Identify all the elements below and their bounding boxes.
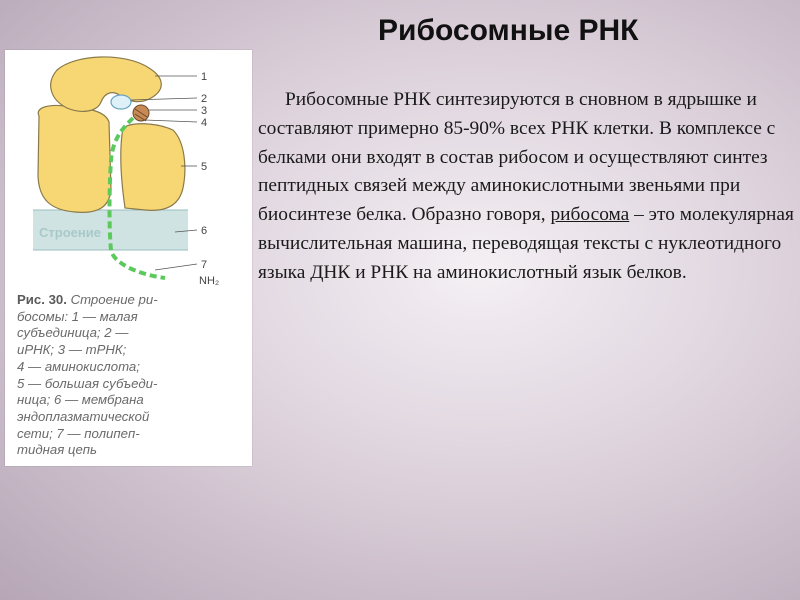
figure-caption	[17, 292, 249, 459]
ribosome-figure	[5, 50, 252, 466]
label-5: 5	[201, 161, 208, 173]
mrna	[111, 95, 131, 109]
label-4: 4	[201, 117, 208, 129]
large-subunit-right	[121, 124, 185, 211]
label-6: 6	[201, 225, 208, 237]
caption-title: Рис. 30.	[17, 292, 67, 307]
slide-title: Рибосомные РНК	[378, 14, 639, 47]
label-3: 3	[201, 105, 208, 117]
membrane-text: Строение	[39, 225, 101, 240]
body-part-2: – это молекулярная вычислительная машина, переводящая тексты с нуклеотидного языка ДНК и РНК на аминокислотный язык белков.	[258, 204, 794, 283]
caption-body: Строение ри- босомы: 1 — малая субъединица; 2 — иРНК; 3 — тРНК; 4 — аминокислота; 5 — большая субъеди- ница; 6 — мембрана эндоплазматической сети; 7 — полипеп- тидная цепь	[17, 292, 158, 458]
body-paragraph	[258, 86, 794, 288]
ribosome-link[interactable]: рибосома	[550, 204, 630, 226]
small-subunit	[51, 57, 162, 111]
body-text	[258, 86, 794, 288]
large-subunit-left	[38, 105, 111, 212]
ribosome-diagram	[5, 50, 252, 290]
label-7: 7	[201, 259, 208, 271]
label-nh2: NH₂	[199, 275, 220, 287]
label-2: 2	[201, 93, 208, 105]
body-part-1: Рибосомные РНК синтезируются в сновном в ядрышке и составляют примерно 85-90% всех РНК клетки. В комплексе с белками они входят в состав рибосом и осуществляют синтез пептидных связей между аминокислотными звеньями при биосинтезе белка. Образно говоря,	[258, 89, 776, 226]
label-1: 1	[201, 71, 208, 83]
